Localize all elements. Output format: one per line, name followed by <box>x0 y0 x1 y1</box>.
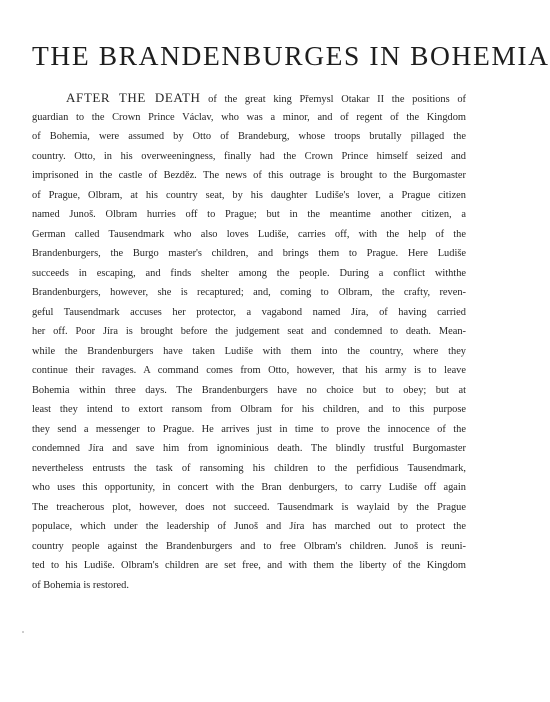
text-line: ted to his Ludiše. Olbram's children are set free, and with them the liberty of the Kingdom <box>32 560 466 571</box>
text-line: while the Brandenburgers have taken Ludiše with them into the country, where they <box>32 345 466 357</box>
text-line: populace, which under the leadership of Junoš and Jíra has marched out to protect the <box>32 521 466 532</box>
text-line: who uses this opportunity, in concert with the Bran denburgers, to carry Ludiše off again <box>32 482 466 493</box>
text-line-segment: of the great king Přemysl Otakar II the positions of <box>200 94 466 105</box>
text-line: of Bohemia is restored. <box>32 579 129 591</box>
opening-words: AFTER THE DEATH <box>66 90 201 105</box>
text-line: nevertheless entrusts the task of ransoming his children to the perfidious Tausendmark, <box>32 462 466 474</box>
text-line: continue their ravages. A command comes from Otto, however, that his army is to leave <box>32 365 466 376</box>
text-line: of Bohemia, were assumed by Otto of Brandeburg, whose troops brutally pillaged the <box>32 131 466 142</box>
text-line: German called Tausendmark who also loves Ludiše, carries off, with the help of the <box>32 228 466 240</box>
text-line: condemned Jíra and save him from ignominious death. The blindly trustful Burgomaster <box>32 443 466 454</box>
text-line: imprisoned in the castle of Bezděz. The news of this outrage is brought to the Burgomaster <box>32 170 466 181</box>
text-line: Brandenburgers, however, she is recaptured; and, coming to Olbram, the crafty, reven- <box>32 287 466 298</box>
text-line: country people against the Brandenburgers and to free Olbram's children. Junoš is reuni- <box>32 540 466 552</box>
text-line: least they intend to extort ransom from Olbram for his children, and to this purpose <box>32 404 466 415</box>
text-line: The treacherous plot, however, does not succeed. Tausendmark is waylaid by the Prague <box>32 501 466 513</box>
text-line: Brandenburgers, the Burgo master's children, and brings them to Prague. Here Ludiše <box>32 248 466 259</box>
text-line <box>32 88 466 108</box>
page-title: THE BRANDENBURGES IN BOHEMIA <box>32 40 550 71</box>
text-line: Bohemia within three days. The Brandenburgers have no choice but to obey; but at <box>32 384 466 396</box>
text-line: named Junoš. Olbram hurries off to Prague; but in the meantime another citizen, a <box>32 209 466 220</box>
text-line: guardian to the Crown Prince Václav, who was a minor, and of regent of the Kingdom <box>32 111 466 123</box>
paper-speck <box>22 631 24 633</box>
text-line: of Prague, Olbram, at his country seat, by his daughter Ludiše's lover, a Prague citizen <box>32 189 466 201</box>
text-line: they send a messenger to Prague. He arrives just in time to prove the innocence of the <box>32 423 466 435</box>
text-line: geful Tausendmark accuses her protector, a vagabond named Jíra, of having carried <box>32 306 466 318</box>
synopsis-text <box>32 88 466 595</box>
text-line: her off. Poor Jíra is brought before the judgement seat and condemned to death. Mean- <box>32 326 466 337</box>
text-line: succeeds in escaping, and finds shelter among the people. During a conflict withthe <box>32 267 466 279</box>
text-line: country. Otto, in his overweeningness, finally had the Crown Prince himself seized and <box>32 150 466 162</box>
